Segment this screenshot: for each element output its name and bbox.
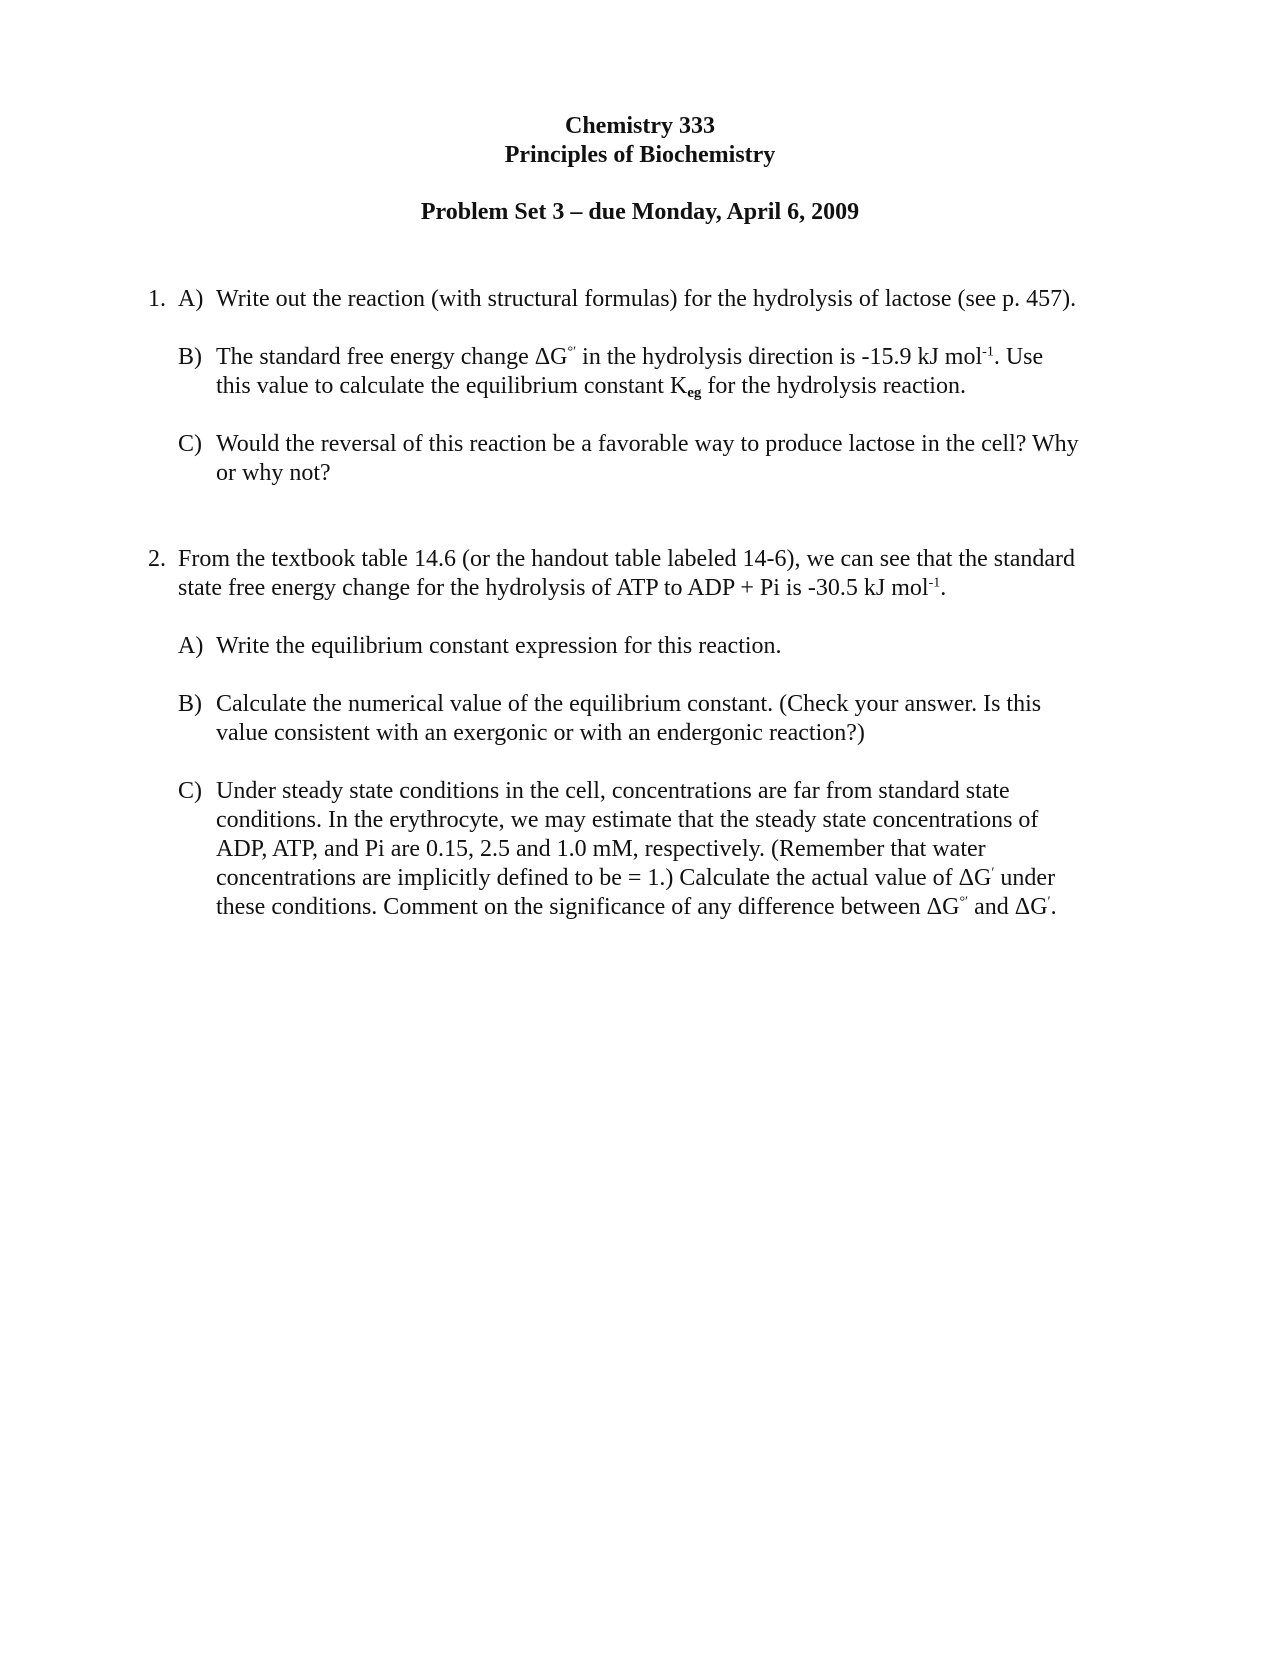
question-2b-line-1: Calculate the numerical value of the equilibrium constant. (Check your answer. Is this [216,691,1042,717]
question-2-number: 2. [148,546,166,572]
question-1b-line-1: The standard free energy change ΔG°′ in the hydrolysis direction is -15.9 kJ mol$^{-1}$. Use [216,344,1044,370]
question-2c-label: C) [178,778,202,804]
question-2c-line-2: conditions. In the erythrocyte, we may estimate that the steady state concentrations of [216,807,1039,833]
question-2a-text: Write the equilibrium constant expression for this reaction. [216,633,782,659]
question-1a-label: A) [178,286,204,312]
course-number: Chemistry 333 [565,113,715,139]
question-2b-line-2: value consistent with an exergonic or with an endergonic reaction?) [216,720,865,746]
question-1b-line-2: this value to calculate the equilibrium constant $K_{eg}$ for the hydrolysis reaction. [216,373,966,401]
question-2b-label: B) [178,691,202,717]
course-title: Principles of Biochemistry [504,142,776,168]
question-1b-label: B) [178,344,202,370]
question-2a-label: A) [178,633,204,659]
question-2c-line-5: these conditions. Comment on the significance of any difference between ΔG°′ and ΔG′. [216,894,1057,920]
question-2c-line-3: ADP, ATP, and Pi are 0.15, 2.5 and 1.0 mM, respectively. (Remember that water [216,836,986,862]
question-1-number: 1. [148,286,166,312]
question-2c-line-4: concentrations are implicitly defined to be = 1.) Calculate the actual value of ΔG′ under [216,865,1056,891]
question-1c-line-2: or why not? [216,460,331,486]
problem-set-title: Problem Set 3 – due Monday, April 6, 2009 [420,199,860,225]
question-2-intro-line-2: state free energy change for the hydrolysis of ATP to ADP + Pi is -30.5 kJ mol$^{-1}$. [178,575,947,601]
question-1a-text: Write out the reaction (with structural formulas) for the hydrolysis of lactose (see p. 457). [216,286,1077,312]
question-1c-label: C) [178,431,202,457]
question-2c-line-1: Under steady state conditions in the cell, concentrations are far from standard state [216,778,1010,804]
question-2-intro-line-1: From the textbook table 14.6 (or the handout table labeled 14-6), we can see that the standard [178,546,1076,572]
question-1c-line-1: Would the reversal of this reaction be a favorable way to produce lactose in the cell? Why [216,431,1079,457]
